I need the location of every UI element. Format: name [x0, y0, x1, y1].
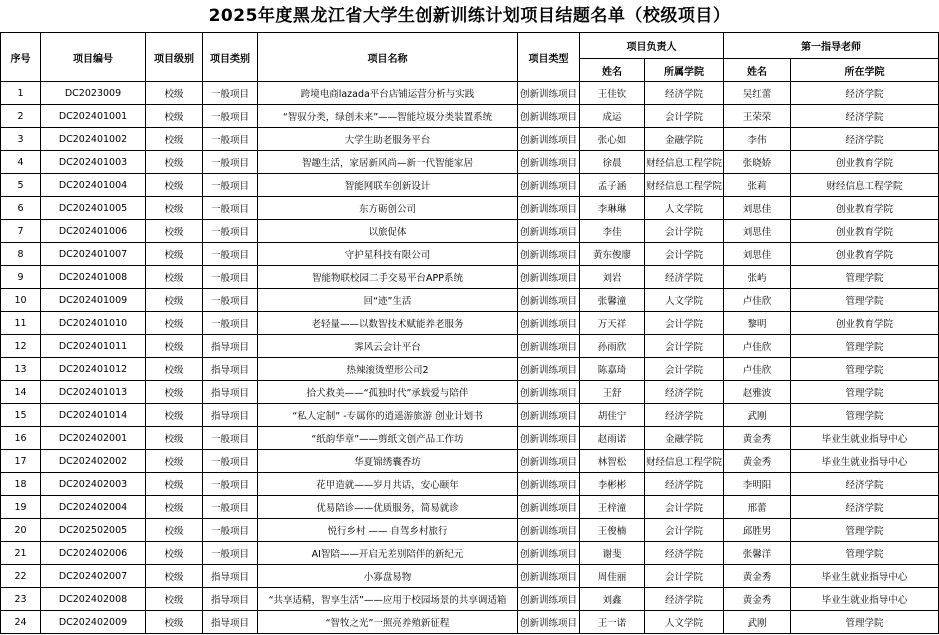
cell-level: 校级	[146, 565, 203, 588]
cell-leader-college: 会计学院	[645, 220, 724, 243]
cell-advisor-college: 管理学院	[791, 519, 939, 542]
cell-seq: 10	[1, 289, 41, 312]
cell-category: 一般项目	[203, 82, 258, 105]
cell-code: DC202402009	[41, 611, 146, 634]
cell-level: 校级	[146, 496, 203, 519]
cell-advisor-college: 财经信息工程学院	[791, 174, 939, 197]
cell-seq: 13	[1, 358, 41, 381]
cell-level: 校级	[146, 243, 203, 266]
cell-level: 校级	[146, 473, 203, 496]
cell-name: 拾犬救美——“孤独时代”承载爱与陪伴	[258, 381, 518, 404]
cell-type: 创新训练项目	[518, 243, 580, 266]
cell-seq: 20	[1, 519, 41, 542]
cell-advisor-name: 刘思佳	[724, 197, 791, 220]
cell-leader-name: 王俊楠	[580, 519, 645, 542]
cell-code: DC202401007	[41, 243, 146, 266]
cell-advisor-college: 创业教育学院	[791, 151, 939, 174]
cell-code: DC202402004	[41, 496, 146, 519]
cell-advisor-college: 管理学院	[791, 358, 939, 381]
table-row	[1, 473, 939, 496]
cell-category: 指导项目	[203, 335, 258, 358]
cell-leader-name: 王一诺	[580, 611, 645, 634]
cell-seq: 22	[1, 565, 41, 588]
cell-code: DC202401010	[41, 312, 146, 335]
cell-type: 创新训练项目	[518, 404, 580, 427]
header-leader-name: 姓名	[580, 59, 645, 82]
cell-leader-college: 经济学院	[645, 473, 724, 496]
cell-level: 校级	[146, 335, 203, 358]
cell-advisor-college: 毕业生就业指导中心	[791, 588, 939, 611]
cell-type: 创新训练项目	[518, 220, 580, 243]
cell-level: 校级	[146, 611, 203, 634]
cell-leader-name: 孟子涵	[580, 174, 645, 197]
cell-type: 创新训练项目	[518, 312, 580, 335]
cell-category: 一般项目	[203, 312, 258, 335]
cell-advisor-college: 管理学院	[791, 542, 939, 565]
cell-seq: 24	[1, 611, 41, 634]
cell-level: 校级	[146, 588, 203, 611]
cell-advisor-name: 刘思佳	[724, 220, 791, 243]
cell-type: 创新训练项目	[518, 565, 580, 588]
cell-leader-name: 谢斐	[580, 542, 645, 565]
cell-leader-college: 经济学院	[645, 542, 724, 565]
cell-seq: 4	[1, 151, 41, 174]
cell-code: DC202401002	[41, 128, 146, 151]
cell-name: 悦行乡村 —— 自驾乡村旅行	[258, 519, 518, 542]
cell-leader-college: 金融学院	[645, 427, 724, 450]
cell-category: 一般项目	[203, 450, 258, 473]
cell-level: 校级	[146, 404, 203, 427]
cell-leader-name: 陈嘉琦	[580, 358, 645, 381]
cell-advisor-name: 武刚	[724, 611, 791, 634]
cell-leader-college: 会计学院	[645, 496, 724, 519]
cell-level: 校级	[146, 312, 203, 335]
table-row	[1, 335, 939, 358]
cell-leader-name: 王佳钦	[580, 82, 645, 105]
cell-level: 校级	[146, 427, 203, 450]
table-row	[1, 450, 939, 473]
cell-leader-college: 会计学院	[645, 312, 724, 335]
table-row	[1, 289, 939, 312]
cell-category: 指导项目	[203, 381, 258, 404]
cell-level: 校级	[146, 381, 203, 404]
cell-advisor-name: 张馨洋	[724, 542, 791, 565]
cell-code: DC202402002	[41, 450, 146, 473]
cell-level: 校级	[146, 105, 203, 128]
cell-code: DC202402007	[41, 565, 146, 588]
cell-advisor-college: 创业教育学院	[791, 243, 939, 266]
header-advisor-college: 所在学院	[791, 59, 939, 82]
cell-advisor-college: 管理学院	[791, 289, 939, 312]
header-advisor-group: 第一指导老师	[724, 33, 939, 59]
table-row	[1, 381, 939, 404]
cell-seq: 8	[1, 243, 41, 266]
cell-leader-name: 黄东俊廖	[580, 243, 645, 266]
cell-category: 一般项目	[203, 197, 258, 220]
cell-seq: 19	[1, 496, 41, 519]
table-row	[1, 358, 939, 381]
cell-advisor-college: 经济学院	[791, 82, 939, 105]
table-row	[1, 197, 939, 220]
cell-type: 创新训练项目	[518, 266, 580, 289]
cell-code: DC202401011	[41, 335, 146, 358]
cell-advisor-name: 张莉	[724, 174, 791, 197]
cell-code: DC202402003	[41, 473, 146, 496]
cell-advisor-name: 邢蕾	[724, 496, 791, 519]
cell-code: DC202401003	[41, 151, 146, 174]
cell-seq: 7	[1, 220, 41, 243]
project-table	[0, 32, 939, 634]
cell-type: 创新训练项目	[518, 358, 580, 381]
table-row	[1, 266, 939, 289]
cell-code: DC202401014	[41, 404, 146, 427]
header-advisor-name: 姓名	[724, 59, 791, 82]
cell-category: 一般项目	[203, 243, 258, 266]
cell-name: 老轻量——以数智技术赋能养老服务	[258, 312, 518, 335]
cell-leader-college: 会计学院	[645, 105, 724, 128]
cell-category: 一般项目	[203, 519, 258, 542]
cell-type: 创新训练项目	[518, 82, 580, 105]
cell-seq: 21	[1, 542, 41, 565]
table-row	[1, 243, 939, 266]
cell-code: DC202401001	[41, 105, 146, 128]
cell-seq: 14	[1, 381, 41, 404]
cell-seq: 15	[1, 404, 41, 427]
cell-code: DC202401005	[41, 197, 146, 220]
cell-type: 创新训练项目	[518, 588, 580, 611]
cell-leader-college: 财经信息工程学院	[645, 174, 724, 197]
cell-type: 创新训练项目	[518, 128, 580, 151]
cell-advisor-name: 黄金秀	[724, 565, 791, 588]
cell-type: 创新训练项目	[518, 496, 580, 519]
cell-seq: 16	[1, 427, 41, 450]
cell-advisor-college: 毕业生就业指导中心	[791, 565, 939, 588]
cell-advisor-college: 经济学院	[791, 496, 939, 519]
cell-type: 创新训练项目	[518, 335, 580, 358]
cell-leader-college: 经济学院	[645, 381, 724, 404]
table-body	[1, 82, 939, 634]
cell-code: DC202401013	[41, 381, 146, 404]
cell-level: 校级	[146, 519, 203, 542]
cell-leader-name: 王梓潼	[580, 496, 645, 519]
header-leader-group: 项目负责人	[580, 33, 724, 59]
cell-leader-name: 赵雨诺	[580, 427, 645, 450]
cell-category: 一般项目	[203, 427, 258, 450]
header-category: 项目类别	[203, 33, 258, 82]
cell-advisor-name: 吴红蕾	[724, 82, 791, 105]
cell-advisor-college: 毕业生就业指导中心	[791, 450, 939, 473]
cell-category: 一般项目	[203, 128, 258, 151]
cell-name: 智能物联校园二手交易平台APP系统	[258, 266, 518, 289]
cell-leader-college: 财经信息工程学院	[645, 450, 724, 473]
cell-leader-college: 金融学院	[645, 128, 724, 151]
cell-leader-college: 人文学院	[645, 197, 724, 220]
cell-type: 创新训练项目	[518, 289, 580, 312]
table-row	[1, 220, 939, 243]
cell-level: 校级	[146, 450, 203, 473]
cell-leader-college: 人文学院	[645, 611, 724, 634]
cell-advisor-college: 创业教育学院	[791, 312, 939, 335]
cell-code: DC202402001	[41, 427, 146, 450]
cell-leader-name: 张馨潼	[580, 289, 645, 312]
cell-leader-name: 万天祥	[580, 312, 645, 335]
cell-code: DC202502005	[41, 519, 146, 542]
table-row	[1, 151, 939, 174]
cell-leader-college: 会计学院	[645, 243, 724, 266]
cell-leader-name: 刘鑫	[580, 588, 645, 611]
cell-leader-name: 张心如	[580, 128, 645, 151]
cell-code: DC2023009	[41, 82, 146, 105]
cell-name: 大学生助老服务平台	[258, 128, 518, 151]
cell-level: 校级	[146, 289, 203, 312]
cell-advisor-college: 管理学院	[791, 335, 939, 358]
cell-category: 一般项目	[203, 220, 258, 243]
cell-advisor-name: 赵雅波	[724, 381, 791, 404]
cell-advisor-college: 经济学院	[791, 128, 939, 151]
table-row	[1, 105, 939, 128]
table-row	[1, 312, 939, 335]
cell-level: 校级	[146, 128, 203, 151]
cell-name: 回“迹”生活	[258, 289, 518, 312]
cell-code: DC202402006	[41, 542, 146, 565]
cell-advisor-name: 张晓娇	[724, 151, 791, 174]
cell-type: 创新训练项目	[518, 151, 580, 174]
cell-seq: 18	[1, 473, 41, 496]
header-seq: 序号	[1, 33, 41, 82]
header-type: 项目类型	[518, 33, 580, 82]
cell-name: AI智陪——开启无差别陪伴的新纪元	[258, 542, 518, 565]
cell-category: 一般项目	[203, 266, 258, 289]
cell-advisor-name: 王荣荣	[724, 105, 791, 128]
cell-level: 校级	[146, 266, 203, 289]
cell-name: “智牧之光”一照亮养殖新征程	[258, 611, 518, 634]
cell-leader-name: 李佳	[580, 220, 645, 243]
cell-type: 创新训练项目	[518, 519, 580, 542]
cell-code: DC202401004	[41, 174, 146, 197]
cell-advisor-name: 卢佳欣	[724, 289, 791, 312]
cell-seq: 9	[1, 266, 41, 289]
cell-leader-name: 周佳丽	[580, 565, 645, 588]
cell-advisor-name: 张屿	[724, 266, 791, 289]
cell-code: DC202401012	[41, 358, 146, 381]
cell-type: 创新训练项目	[518, 450, 580, 473]
cell-code: DC202401006	[41, 220, 146, 243]
cell-leader-name: 胡佳宁	[580, 404, 645, 427]
cell-advisor-name: 黎明	[724, 312, 791, 335]
cell-leader-name: 李彬彬	[580, 473, 645, 496]
cell-name: 花甲造就——岁月共话，安心颐年	[258, 473, 518, 496]
cell-leader-college: 财经信息工程学院	[645, 151, 724, 174]
cell-name: 热辣滚烫塑形公司2	[258, 358, 518, 381]
cell-leader-name: 徐晨	[580, 151, 645, 174]
cell-type: 创新训练项目	[518, 427, 580, 450]
cell-type: 创新训练项目	[518, 473, 580, 496]
cell-advisor-college: 管理学院	[791, 404, 939, 427]
cell-code: DC202401008	[41, 266, 146, 289]
cell-advisor-name: 刘思佳	[724, 243, 791, 266]
cell-code: DC202401009	[41, 289, 146, 312]
cell-leader-college: 会计学院	[645, 519, 724, 542]
cell-advisor-name: 卢佳欣	[724, 335, 791, 358]
cell-seq: 11	[1, 312, 41, 335]
header-code: 项目编号	[41, 33, 146, 82]
cell-category: 一般项目	[203, 174, 258, 197]
cell-category: 指导项目	[203, 404, 258, 427]
cell-name: 小寡盘易物	[258, 565, 518, 588]
cell-type: 创新训练项目	[518, 174, 580, 197]
cell-advisor-college: 经济学院	[791, 105, 939, 128]
cell-type: 创新训练项目	[518, 611, 580, 634]
cell-category: 一般项目	[203, 496, 258, 519]
cell-name: 守护星科技有限公司	[258, 243, 518, 266]
header-leader-college: 所属学院	[645, 59, 724, 82]
cell-advisor-college: 毕业生就业指导中心	[791, 427, 939, 450]
cell-name: “私人定制” -专属你的逍遥游旅游 创业计划书	[258, 404, 518, 427]
cell-name: 优易陪诊——优质服务，简易就诊	[258, 496, 518, 519]
cell-category: 指导项目	[203, 588, 258, 611]
cell-advisor-name: 武刚	[724, 404, 791, 427]
cell-advisor-college: 管理学院	[791, 381, 939, 404]
cell-category: 一般项目	[203, 151, 258, 174]
cell-advisor-college: 管理学院	[791, 266, 939, 289]
cell-advisor-name: 卢佳欣	[724, 358, 791, 381]
cell-advisor-college: 经济学院	[791, 473, 939, 496]
cell-category: 一般项目	[203, 289, 258, 312]
cell-leader-college: 经济学院	[645, 82, 724, 105]
cell-level: 校级	[146, 358, 203, 381]
table-row	[1, 427, 939, 450]
cell-name: 以旅促体	[258, 220, 518, 243]
cell-leader-college: 经济学院	[645, 588, 724, 611]
cell-name: 霁风云会计平台	[258, 335, 518, 358]
cell-level: 校级	[146, 82, 203, 105]
cell-leader-college: 会计学院	[645, 358, 724, 381]
cell-leader-name: 孙雨欣	[580, 335, 645, 358]
cell-leader-college: 经济学院	[645, 404, 724, 427]
cell-leader-name: 林智松	[580, 450, 645, 473]
table-row	[1, 611, 939, 634]
cell-name: “纸韵华章”——剪纸文创产品工作坊	[258, 427, 518, 450]
cell-advisor-name: 李伟	[724, 128, 791, 151]
cell-seq: 3	[1, 128, 41, 151]
table-row	[1, 128, 939, 151]
cell-name: 东方砺创公司	[258, 197, 518, 220]
document-title: 2025年度黑龙江省大学生创新训练计划项目结题名单（校级项目）	[208, 6, 731, 26]
table-row	[1, 404, 939, 427]
cell-leader-college: 经济学院	[645, 266, 724, 289]
cell-level: 校级	[146, 542, 203, 565]
cell-type: 创新训练项目	[518, 381, 580, 404]
cell-name: “共享适精，智享生活”——应用于校园场景的共享调适箱	[258, 588, 518, 611]
cell-advisor-name: 黄金秀	[724, 450, 791, 473]
cell-advisor-name: 邱胜男	[724, 519, 791, 542]
cell-seq: 5	[1, 174, 41, 197]
cell-advisor-college: 创业教育学院	[791, 197, 939, 220]
cell-advisor-name: 李明阳	[724, 473, 791, 496]
cell-seq: 2	[1, 105, 41, 128]
cell-seq: 1	[1, 82, 41, 105]
table-row	[1, 174, 939, 197]
cell-category: 指导项目	[203, 358, 258, 381]
table-row	[1, 519, 939, 542]
cell-name: “智驭分类，绿创未来”——智能垃圾分类装置系统	[258, 105, 518, 128]
cell-advisor-name: 黄金秀	[724, 588, 791, 611]
cell-advisor-college: 管理学院	[791, 611, 939, 634]
cell-category: 指导项目	[203, 565, 258, 588]
cell-level: 校级	[146, 151, 203, 174]
header-name: 项目名称	[258, 33, 518, 82]
cell-leader-college: 会计学院	[645, 565, 724, 588]
table-row	[1, 542, 939, 565]
cell-leader-name: 成运	[580, 105, 645, 128]
cell-seq: 12	[1, 335, 41, 358]
table-row	[1, 565, 939, 588]
cell-leader-college: 会计学院	[645, 335, 724, 358]
cell-category: 指导项目	[203, 611, 258, 634]
cell-seq: 23	[1, 588, 41, 611]
cell-name: 智能网联车创新设计	[258, 174, 518, 197]
cell-level: 校级	[146, 197, 203, 220]
table-row	[1, 588, 939, 611]
cell-category: 一般项目	[203, 542, 258, 565]
cell-type: 创新训练项目	[518, 105, 580, 128]
cell-name: 跨境电商lazada平台店铺运营分析与实践	[258, 82, 518, 105]
header-level: 项目级别	[146, 33, 203, 82]
cell-advisor-college: 创业教育学院	[791, 220, 939, 243]
cell-seq: 6	[1, 197, 41, 220]
cell-level: 校级	[146, 174, 203, 197]
cell-type: 创新训练项目	[518, 197, 580, 220]
cell-leader-name: 王舒	[580, 381, 645, 404]
cell-name: 华夏锦绣囊香坊	[258, 450, 518, 473]
cell-leader-name: 刘岩	[580, 266, 645, 289]
cell-type: 创新训练项目	[518, 542, 580, 565]
cell-level: 校级	[146, 220, 203, 243]
table-row	[1, 82, 939, 105]
cell-code: DC202402008	[41, 588, 146, 611]
cell-leader-college: 人文学院	[645, 289, 724, 312]
cell-category: 一般项目	[203, 105, 258, 128]
cell-seq: 17	[1, 450, 41, 473]
cell-advisor-name: 黄金秀	[724, 427, 791, 450]
table-row	[1, 496, 939, 519]
cell-category: 一般项目	[203, 473, 258, 496]
cell-name: 智趣生活，家居新风尚—新一代智能家居	[258, 151, 518, 174]
cell-leader-name: 李琳琳	[580, 197, 645, 220]
